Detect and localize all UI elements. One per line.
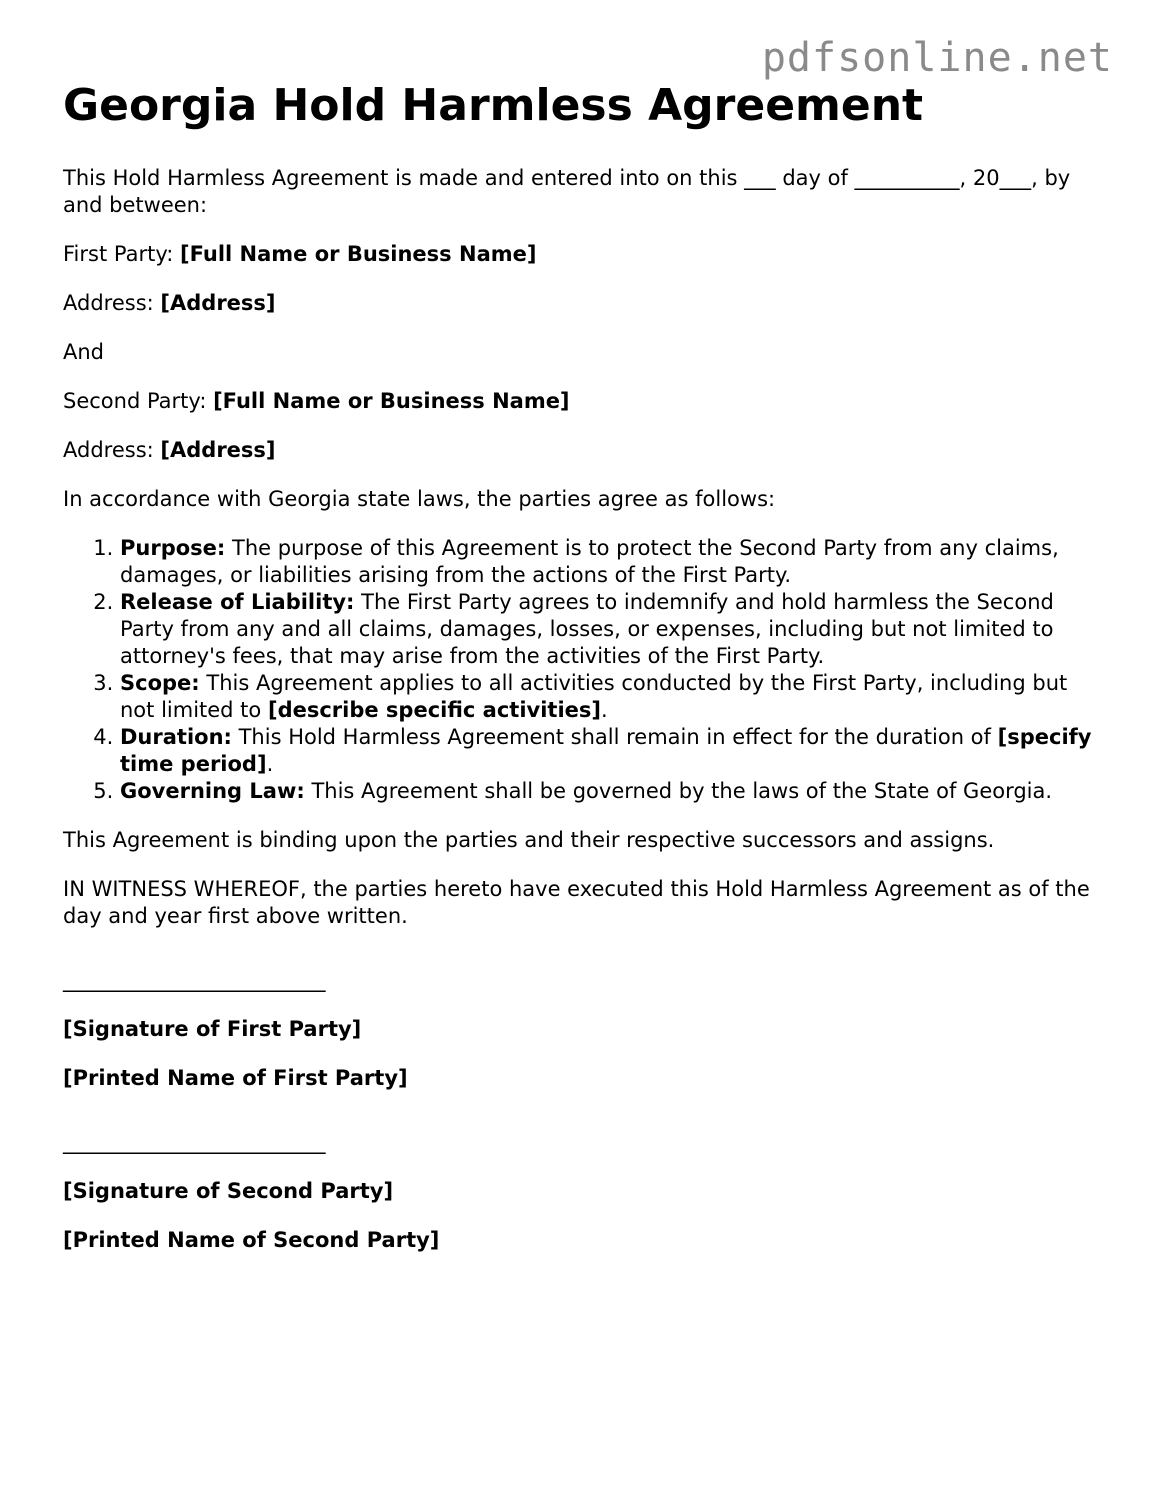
second-party-label: Second Party: <box>63 388 207 413</box>
term-item <box>120 724 1093 778</box>
term-heading: Release of Liability: <box>120 589 355 614</box>
term-item <box>120 670 1093 724</box>
term-bold-placeholder: [specify time period] <box>120 724 1092 776</box>
second-signature-text: [Signature of Second Party] <box>63 1178 394 1203</box>
term-text: The purpose of this Agreement is to protect the Second Party from any claims, damages, or liabilities arising from the actions of the First Party. <box>120 535 1059 587</box>
second-party-address-value: [Address] <box>160 437 276 462</box>
term-bold-placeholder: [describe specific activities] <box>267 697 601 722</box>
term-heading: Duration: <box>120 724 232 749</box>
first-signature-text: [Signature of First Party] <box>63 1016 362 1041</box>
first-party-address-value: [Address] <box>160 290 276 315</box>
document-title: Georgia Hold Harmless Agreement <box>63 80 924 131</box>
term-end: . <box>266 751 274 776</box>
term-heading: Scope: <box>120 670 200 695</box>
first-printed-label <box>63 1065 1093 1092</box>
term-text: This Hold Harmless Agreement shall remain in effect for the duration of <box>238 724 991 749</box>
first-party-value: [Full Name or Business Name] <box>180 241 537 266</box>
term-end: . <box>601 697 608 722</box>
and-text: And <box>63 339 105 364</box>
second-party-address-line <box>63 437 1093 464</box>
term-heading: Purpose: <box>120 535 226 560</box>
intro-paragraph: This Hold Harmless Agreement is made and entered into on this ___ day of __________, 20___, by and between: <box>63 165 1071 217</box>
term-item <box>120 778 1093 805</box>
terms-list <box>63 535 1093 805</box>
second-signature-label <box>63 1178 1093 1205</box>
first-printed-text: [Printed Name of First Party] <box>63 1065 408 1090</box>
first-party-address-line <box>63 290 1093 317</box>
accordance-paragraph: In accordance with Georgia state laws, the parties agree as follows: <box>63 486 776 511</box>
second-printed-label <box>63 1227 1093 1254</box>
second-party-value: [Full Name or Business Name] <box>213 388 570 413</box>
term-text: This Agreement shall be governed by the laws of the State of Georgia. <box>311 778 1053 803</box>
witness-paragraph: IN WITNESS WHEREOF, the parties hereto have executed this Hold Harmless Agreement as of the day and year first above written. <box>63 876 1090 928</box>
first-party-line <box>63 241 1093 268</box>
term-item <box>120 535 1093 589</box>
second-signature-line: _________________________ <box>63 1129 326 1154</box>
first-party-address-label: Address: <box>63 290 154 315</box>
first-party-label: First Party: <box>63 241 174 266</box>
second-party-line <box>63 388 1093 415</box>
watermark: pdfsonline.net <box>761 35 1113 81</box>
first-signature-label <box>63 1016 1093 1043</box>
term-text: This Agreement applies to all activities conducted by the First Party, including but not limited to <box>120 670 1068 722</box>
second-party-address-label: Address: <box>63 437 154 462</box>
term-item <box>120 589 1093 670</box>
document-page <box>63 80 1093 1254</box>
second-printed-text: [Printed Name of Second Party] <box>63 1227 440 1252</box>
term-heading: Governing Law: <box>120 778 305 803</box>
binding-paragraph: This Agreement is binding upon the parties and their respective successors and assigns. <box>63 827 995 852</box>
term-text: The First Party agrees to indemnify and hold harmless the Second Party from any and all claims, damages, losses, or expenses, including but not limited to attorney's fees, that may arise from the activities of the First Party. <box>120 589 1054 668</box>
first-signature-line: _________________________ <box>63 967 326 992</box>
